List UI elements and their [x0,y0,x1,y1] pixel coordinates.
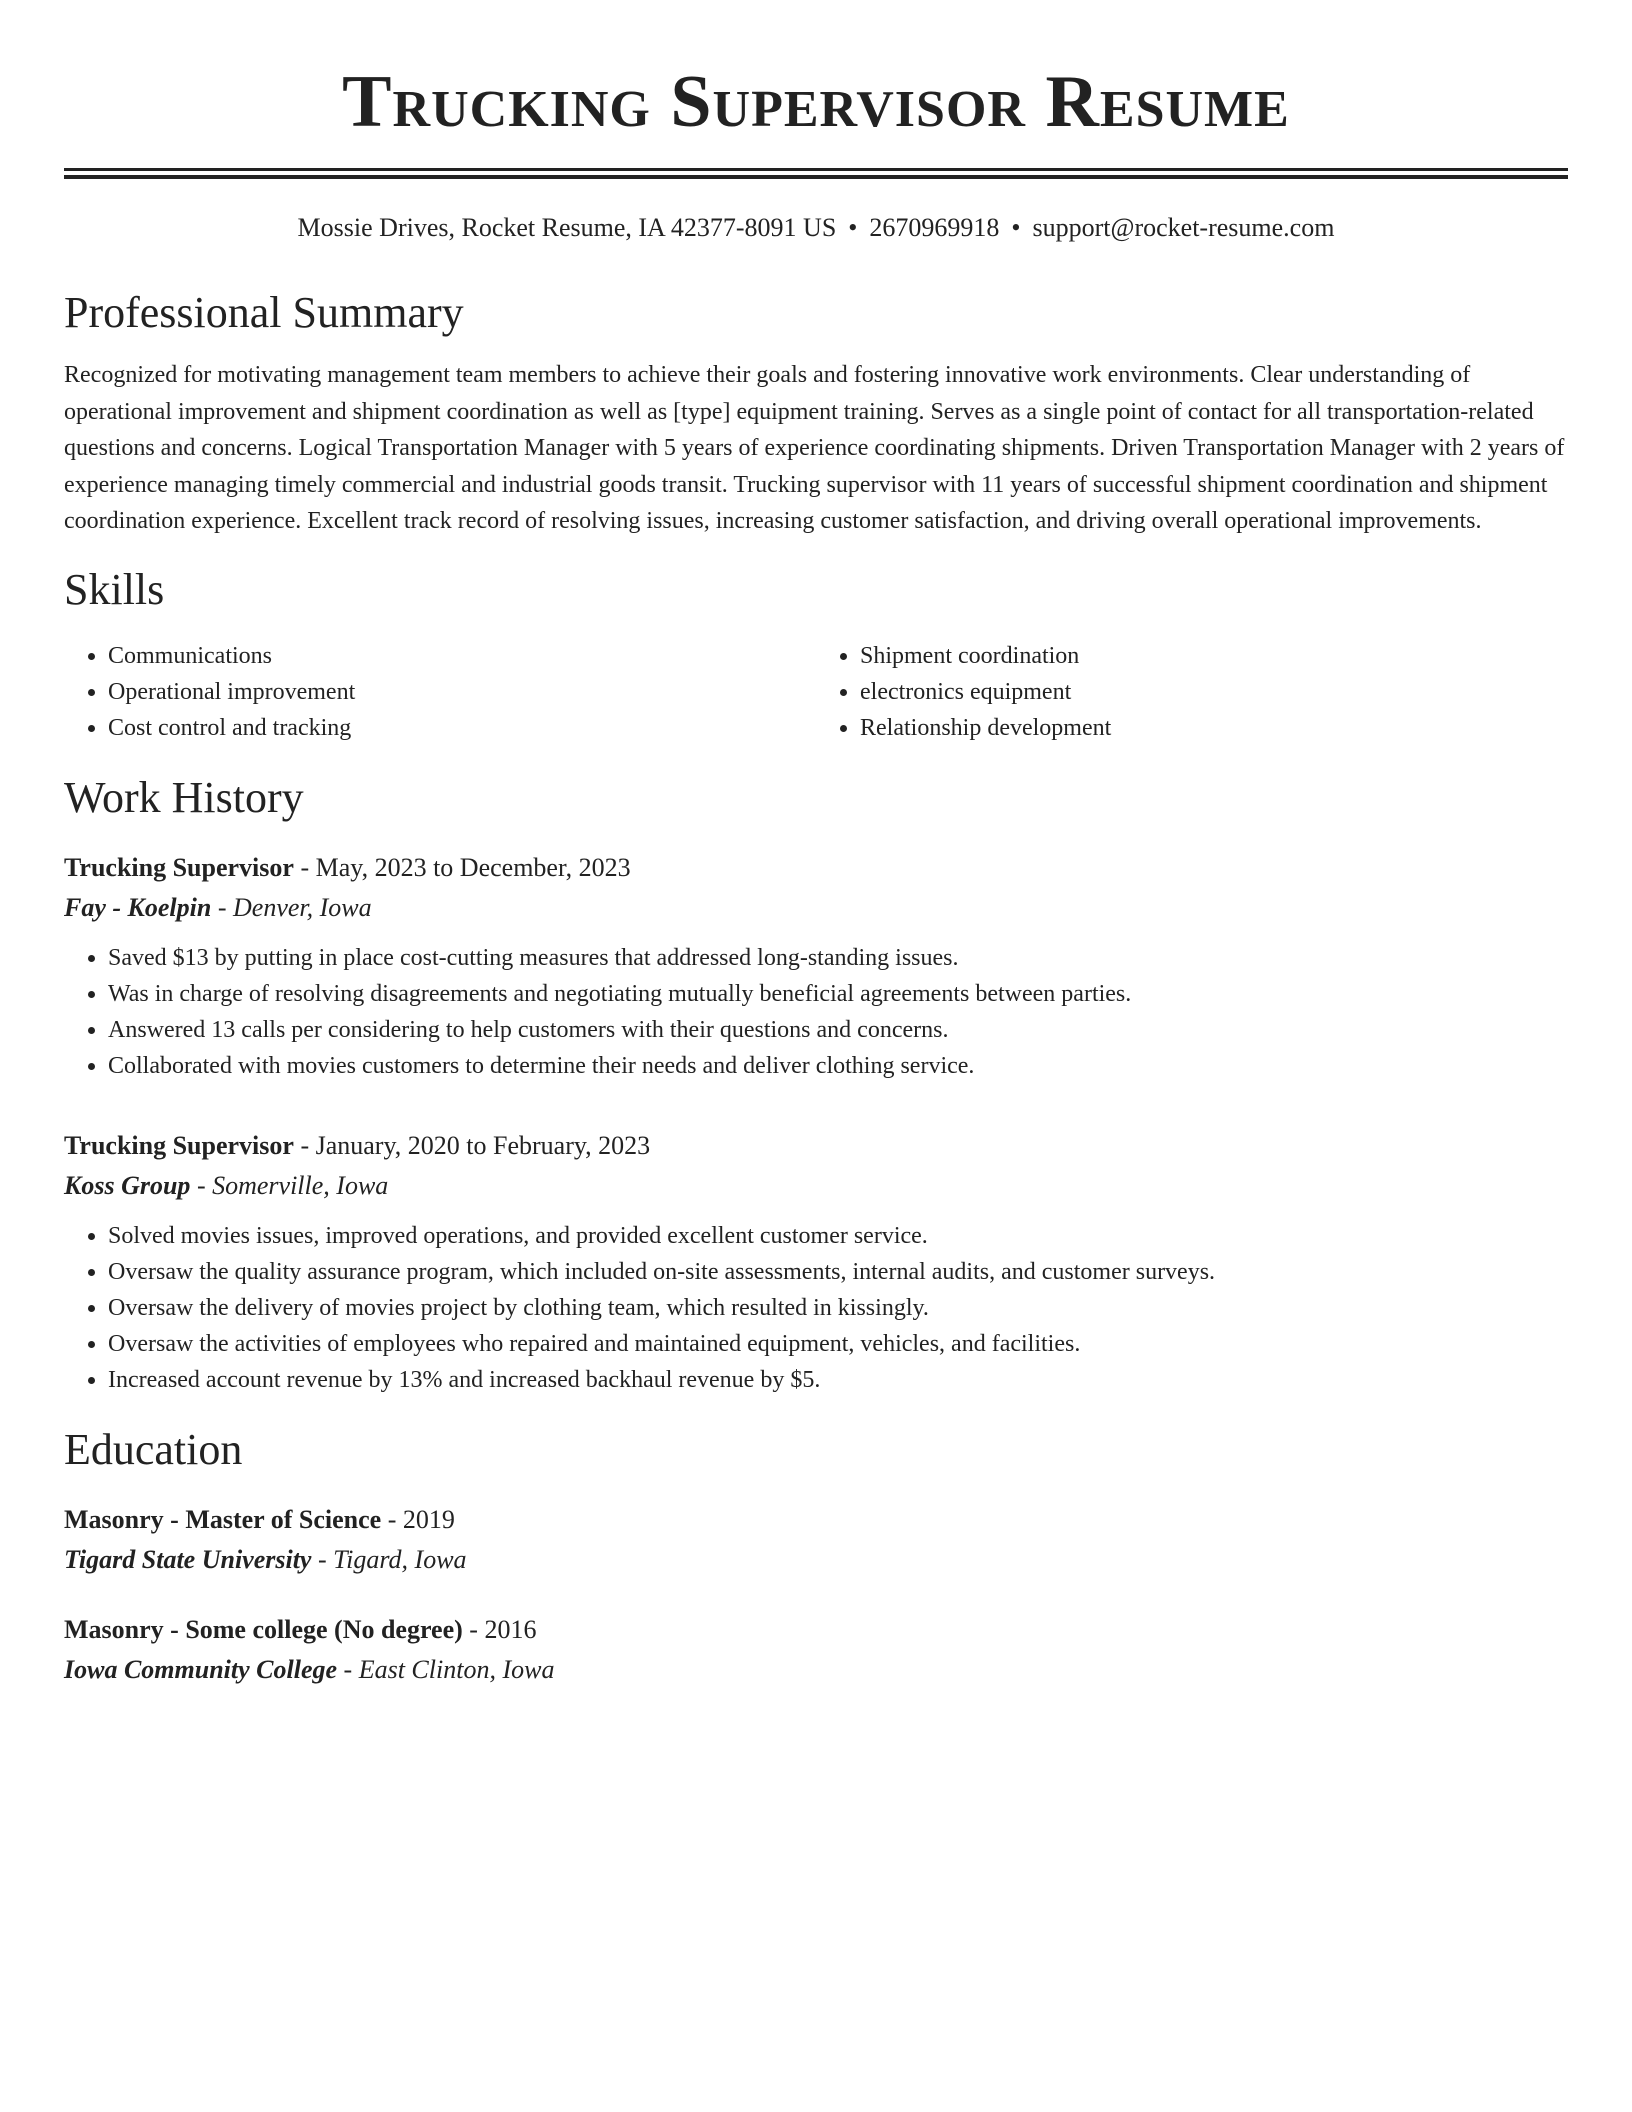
dash: - [311,1544,334,1574]
summary-heading: Professional Summary [64,288,464,337]
degree-line [64,1500,1568,1540]
dash: - [211,892,234,922]
job-company: Fay - Koelpin [64,892,212,922]
job-bullet: • Was in charge of resolving disagreements and negotiating mutually beneficial agreements between parties. [108,976,1568,1012]
skill-item: • Relationship development [860,710,1568,746]
contact-phone: 2670969918 [869,213,1000,242]
job-title: Trucking Supervisor [64,1130,294,1160]
job-bullet: • Solved movies issues, improved operations, and provided excellent customer service. [108,1218,1568,1254]
education-entry [64,1500,1568,1580]
work-history-heading: Work History [64,772,304,822]
job-company-line [64,1166,1568,1206]
dash: - [190,1170,213,1200]
job-bullet: • Collaborated with movies customers to determine their needs and deliver clothing service. [108,1048,1568,1084]
education-entry [64,1610,1568,1690]
school-location: Tigard, Iowa [333,1544,467,1574]
job-bullet: • Answered 13 calls per considering to help customers with their questions and concerns. [108,1012,1568,1048]
contact-separator: • [1011,213,1021,242]
job-company: Koss Group [64,1170,191,1200]
job-entry [64,1126,1568,1398]
dash: - [293,1130,316,1160]
skills-column-left [64,638,816,746]
job-company-line [64,888,1568,928]
job-bullet: • Increased account revenue by 13% and increased backhaul revenue by $5. [108,1362,1568,1398]
skill-item: • Communications [108,638,816,674]
title-divider [64,168,1568,179]
contact-address: Mossie Drives, Rocket Resume, IA 42377-8091 US [297,213,837,242]
degree-year: 2019 [402,1504,455,1534]
degree: Masonry - Some college (No degree) [64,1614,463,1644]
education-heading: Education [64,1424,243,1474]
resume-title: Trucking Supervisor Resume [342,61,1290,143]
job-title: Trucking Supervisor [64,852,294,882]
contact-separator: • [848,213,858,242]
job-bullets [64,1218,1568,1398]
school-line [64,1650,1568,1690]
job-bullet: • Oversaw the quality assurance program, which included on-site assessments, internal audits, and customer surveys. [108,1254,1568,1290]
dash: - [462,1614,485,1644]
skills-heading: Skills [64,564,165,614]
degree: Masonry - Master of Science [64,1504,382,1534]
job-location: Denver, Iowa [233,892,372,922]
skill-item: • electronics equipment [860,674,1568,710]
skill-item: • Cost control and tracking [108,710,816,746]
school: Tigard State University [64,1544,312,1574]
resume-page [64,0,1568,1690]
job-entry [64,848,1568,1084]
job-title-line [64,848,1568,888]
job-location: Somerville, Iowa [212,1170,389,1200]
school-line [64,1540,1568,1580]
dash: - [381,1504,403,1534]
job-bullet: • Saved $13 by putting in place cost-cutting measures that addressed long-standing issues. [108,940,1568,976]
skill-item: • Shipment coordination [860,638,1568,674]
contact-email: support@rocket-resume.com [1032,213,1335,242]
contact-line [64,211,1568,245]
dash: - [337,1654,359,1684]
skills-list [64,638,1568,746]
school-location: East Clinton, Iowa [358,1654,555,1684]
degree-line [64,1610,1568,1650]
skill-item: • Operational improvement [108,674,816,710]
job-bullet: • Oversaw the delivery of movies project by clothing team, which resulted in kissingly. [108,1290,1568,1326]
summary-text: Recognized for motivating management team members to achieve their goals and fostering innovative work environments. Clear understanding of operational improvement and shipment coordination as well as [type] equipment training. Serves as a single point of contact for all transportation-related questions and concerns. Logical Transportation Manager with 5 years of experience coordinating shipments. Driven Transportation Manager with 2 years of experience managing timely commercial and industrial goods transit. Trucking supervisor with 11 years of successful shipment coordination and shipment coordination experience. Excellent track record of resolving issues, increasing customer satisfaction, and driving overall operational improvements. [64,362,1565,534]
skills-column-right [816,638,1568,746]
job-bullets [64,940,1568,1084]
job-bullet: • Oversaw the activities of employees who repaired and maintained equipment, vehicles, and facilities. [108,1326,1568,1362]
job-dates: May, 2023 to December, 2023 [315,852,631,882]
job-dates: January, 2020 to February, 2023 [315,1130,651,1160]
job-title-line [64,1126,1568,1166]
school: Iowa Community College [64,1654,338,1684]
dash: - [293,852,316,882]
degree-year: 2016 [484,1614,537,1644]
